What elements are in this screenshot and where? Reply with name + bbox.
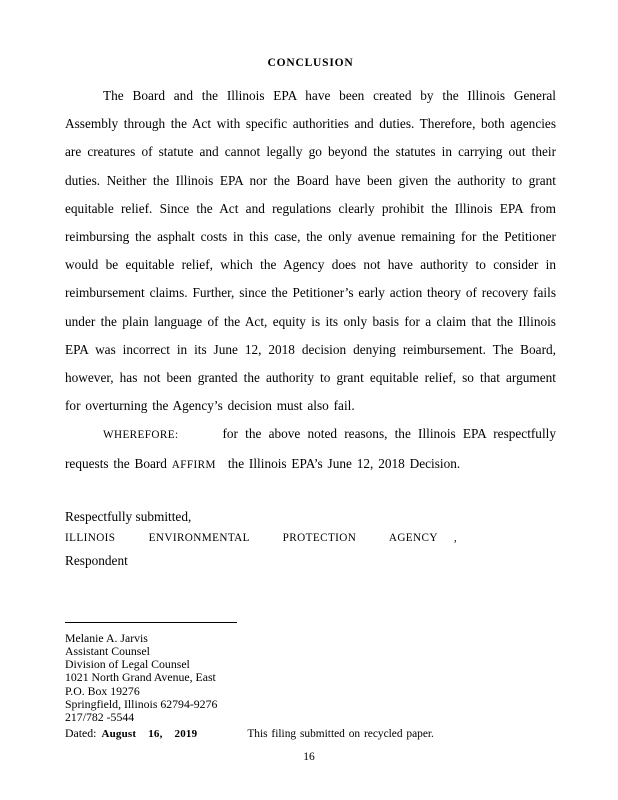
phone-line: 217/782 -5544 xyxy=(65,710,135,725)
wherefore-text: for the above noted reasons, the Illinois EPA respectfully requests the Board xyxy=(65,426,556,471)
dated-label: Dated: xyxy=(65,726,97,741)
wherefore-tail: the Illinois EPA’s June 12, 2018 Decision. xyxy=(227,455,461,471)
address-line-1: 1021 North Grand Avenue, East xyxy=(65,670,216,685)
page-number: 16 xyxy=(303,751,315,763)
address-line-2: P.O. Box 19276 xyxy=(65,683,140,698)
conclusion-paragraph: The Board and the Illinois EPA have been created by the Illinois General Assembly through the Act with specific authorities and duties. Therefore, both agencies are creatures of statute and cannot legally go beyond the statutes in carrying out their duties. Neither the Illinois EPA nor the Board have been given the authority to grant equitable relief. Since the Act and regulations clearly prohibit the Illinois EPA from reimbursing the asphalt costs in this case, the only avenue remaining for the Petitioner would be equitable relief, which the Agency does not have authority to consider in reimbursement claims. Further, since the Petitioner’s early action theory of recovery fails under the plain language of the Act, equity is its only basis for a claim that the Illinois EPA was incorrect in its June 12, 2018 decision denying reimbursement. The Board, however, has not been granted the authority to grant equitable relief, so that argument for overturning the Agency’s decision must also fail. xyxy=(65,88,556,414)
respondent-label: Respondent xyxy=(65,552,128,568)
contact-block xyxy=(65,632,556,724)
division-line: Division of Legal Counsel xyxy=(65,657,190,672)
dated-value: August 16, 2019 xyxy=(101,728,198,741)
attorney-title: Assistant Counsel xyxy=(65,644,150,659)
address-line-3: Springfield, Illinois 62794-9276 xyxy=(65,696,218,711)
document-content xyxy=(65,57,556,741)
signature-line xyxy=(65,622,237,623)
affirm-label: AFFIRM xyxy=(171,458,216,471)
respectfully-submitted-line: Respectfully submitted, xyxy=(65,508,192,524)
recycled-paper-note: This filing submitted on recycled paper. xyxy=(247,728,434,741)
agency-comma: , xyxy=(453,531,458,544)
attorney-name: Melanie A. Jarvis xyxy=(65,630,148,645)
wherefore-label: WHEREFORE: xyxy=(103,429,179,442)
agency-name: ILLINOIS ENVIRONMENTAL PROTECTION AGENCY xyxy=(65,531,438,544)
wherefore-paragraph xyxy=(65,420,556,478)
section-heading: CONCLUSION xyxy=(267,57,354,69)
agency-name-line xyxy=(65,527,556,549)
dated-row xyxy=(65,726,556,741)
